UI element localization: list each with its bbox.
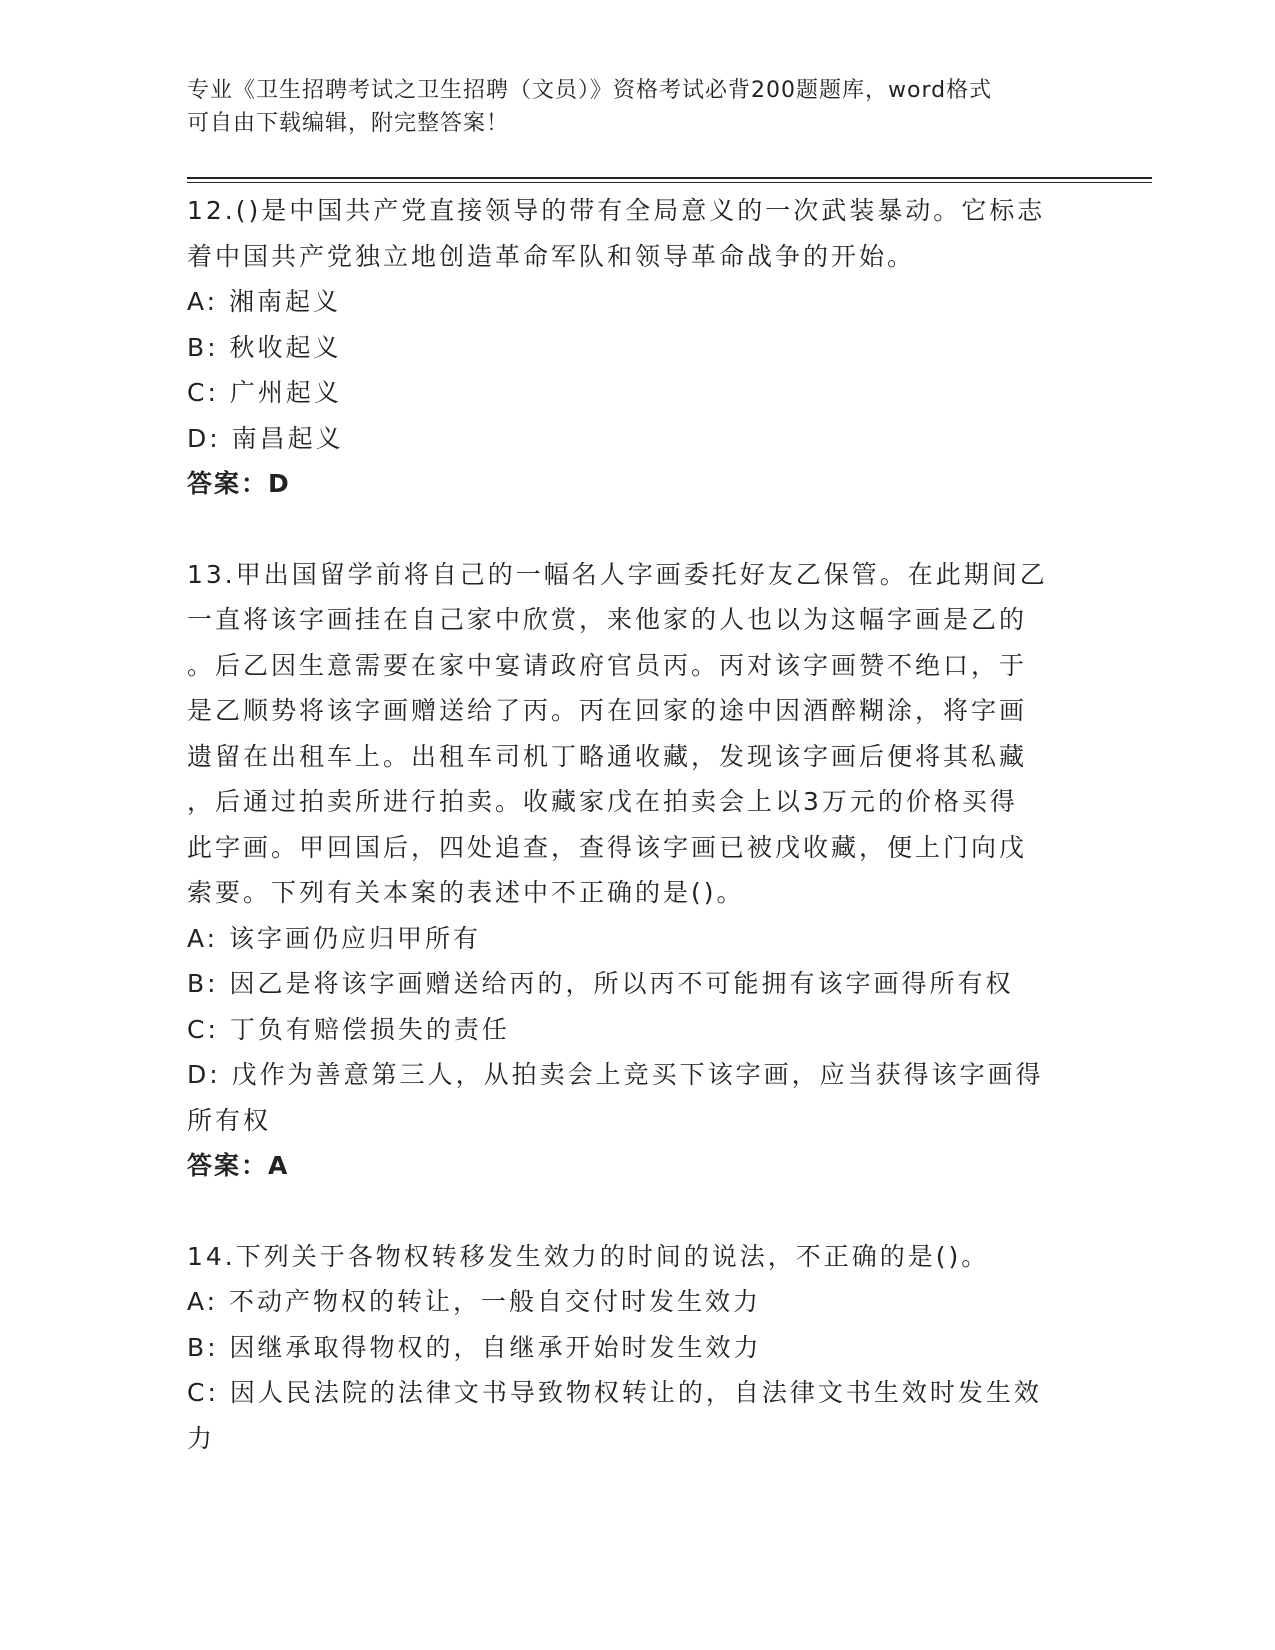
header-divider-thin [187, 182, 1152, 183]
spacer [187, 507, 1067, 552]
question-stem-line: 。后乙因生意需要在家中宴请政府官员丙。丙对该字画赞不绝口，于 [187, 650, 1028, 680]
question-stem-line: 着中国共产党独立地创造革命军队和领导革命战争的开始。 [187, 241, 916, 271]
option-b: B: 因继承取得物权的，自继承开始时发生效力 [187, 1332, 762, 1362]
option-c: C: 因人民法院的法律文书导致物权转让的，自法律文书生效时发生效 [187, 1378, 1042, 1407]
option-b: B: 因乙是将该字画赠送给丙的，所以丙不可能拥有该字画得所有权 [187, 969, 1014, 998]
question-stem-line: 12.()是中国共产党直接领导的带有全局意义的一次武装暴动。它标志 [187, 196, 1046, 225]
option-c: C: 广州起义 [187, 378, 342, 407]
question-12 [187, 188, 1067, 507]
question-stem-line: 遗留在出租车上。出租车司机丁略通收藏，发现该字画后便将其私藏 [187, 741, 1028, 771]
question-stem-line: 一直将该字画挂在自己家中欣赏，来他家的人也以为这幅字画是乙的 [187, 605, 1028, 634]
option-c: C: 丁负有赔偿损失的责任 [187, 1014, 510, 1044]
question-stem-line: 是乙顺势将该字画赠送给了丙。丙在回家的途中因酒醉糊涂，将字画 [187, 696, 1028, 725]
question-stem-line: ，后通过拍卖所进行拍卖。收藏家戊在拍卖会上以3万元的价格买得 [187, 787, 1018, 816]
option-d: D: 南昌起义 [187, 423, 344, 453]
question-stem-line: 13.甲出国留学前将自己的一幅名人字画委托好友乙保管。在此期间乙 [187, 559, 1048, 589]
question-list [187, 188, 1067, 1461]
option-a: A: 湘南起义 [187, 287, 342, 316]
option-a: A: 不动产物权的转让，一般自交付时发生效力 [187, 1287, 762, 1316]
header-line-1: 专业《卫生招聘考试之卫生招聘（文员）》资格考试必背200题题库，word格式 [187, 78, 993, 103]
option-c-continued: 力 [187, 1423, 216, 1453]
document-header [187, 74, 1067, 140]
header-line-2: 可自由下载编辑，附完整答案！ [187, 111, 510, 136]
answer-label: 答案：A [187, 1151, 290, 1180]
answer-label: 答案：D [187, 469, 291, 498]
question-stem-line: 索要。下列有关本案的表述中不正确的是()。 [187, 878, 745, 907]
option-d-continued: 所有权 [187, 1105, 272, 1135]
question-stem-line: 14.下列关于各物权转移发生效力的时间的说法，不正确的是()。 [187, 1241, 990, 1271]
header-divider-thick [187, 177, 1152, 179]
option-d: D: 戊作为善意第三人，从拍卖会上竞买下该字画，应当获得该字画得 [187, 1060, 1044, 1089]
question-stem-line: 此字画。甲回国后，四处追查，查得该字画已被戊收藏，便上门向戊 [187, 832, 1028, 862]
option-b: B: 秋收起义 [187, 332, 342, 362]
question-13 [187, 552, 1067, 1189]
spacer [187, 1189, 1067, 1234]
question-14 [187, 1234, 1067, 1462]
option-a: A: 该字画仍应归甲所有 [187, 923, 482, 953]
